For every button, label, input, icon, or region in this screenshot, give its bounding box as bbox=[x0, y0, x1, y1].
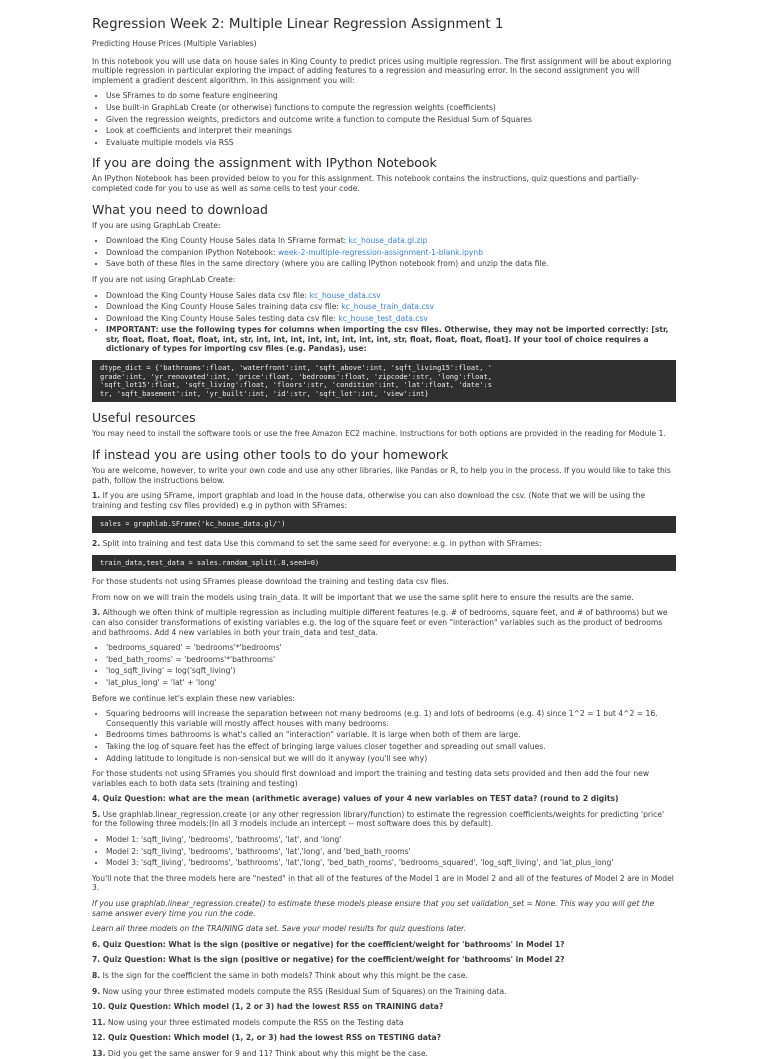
quiz-question-12: 12. Quiz Question: Which model (1, 2, or 3) had the lowest RSS on TESTING data? bbox=[92, 1033, 442, 1043]
download-link-train-data[interactable]: kc_house_train_data.csv bbox=[341, 302, 435, 312]
list-item: • Model 2: 'sqft_living', 'bedrooms', 'bathrooms', 'lat','long', and 'bed_bath_rooms' bbox=[106, 847, 676, 857]
nonsframe-paragraph: For those students not using SFrames please download the training and testing data csv files. bbox=[92, 577, 449, 587]
nongraphlab-intro: If you are not using GraphLab Create: bbox=[92, 274, 236, 284]
list-item: • Model 3: 'sqft_living', 'bedrooms', 'bathrooms', 'lat','long', 'bed_bath_rooms', 'bedrooms_squared', 'log_sqft_living', and 'lat_plus_long' bbox=[106, 858, 676, 868]
step-3 bbox=[92, 608, 676, 637]
step-1 bbox=[92, 491, 676, 510]
download-link-sframe[interactable]: kc_house_data.gl.zip bbox=[348, 236, 428, 246]
step-9 bbox=[92, 987, 676, 997]
list-item: • 'bed_bath_rooms' = 'bedrooms'*'bathrooms' bbox=[106, 655, 676, 665]
list-item-text: Download the companion IPython Notebook: bbox=[106, 247, 278, 257]
step-8 bbox=[92, 971, 676, 981]
othertools-heading: If instead you are using other tools to do your homework bbox=[92, 447, 449, 463]
list-item bbox=[106, 314, 676, 324]
list-item: • Look at coefficients and interpret their meanings bbox=[106, 126, 676, 136]
page-title: Regression Week 2: Multiple Linear Regression Assignment 1 bbox=[92, 16, 504, 32]
step-number: 11. bbox=[92, 1017, 106, 1027]
step-2 bbox=[92, 539, 676, 549]
list-item: • Adding latitude to longitude is non-sensical but we will do it anyway (you'll see why) bbox=[106, 754, 676, 764]
resources-heading: Useful resources bbox=[92, 410, 196, 426]
list-item: • 'log_sqft_living' = log('sqft_living') bbox=[106, 666, 676, 676]
graphlab-list bbox=[92, 236, 676, 269]
list-item bbox=[106, 236, 676, 246]
quiz-question-7: 7. Quiz Question: What is the sign (positive or negative) for the coefficient/weight for 'bathrooms' in Model 2? bbox=[92, 955, 565, 965]
list-item: • 'bedrooms_squared' = 'bedrooms'*'bedrooms' bbox=[106, 643, 676, 653]
load-code-block: sales = graphlab.SFrame('kc_house_data.gl/') bbox=[92, 516, 676, 533]
list-item: • Taking the log of square feet has the effect of bringing large values closer together and spreading out small values. bbox=[106, 742, 676, 752]
split-code-block: train_data,test_data = sales.random_split(.8,seed=0) bbox=[92, 555, 676, 572]
step-text: Split into training and test data Use this command to set the same seed for everyone: e.g. in python with SFrames: bbox=[100, 539, 542, 548]
download-heading: What you need to download bbox=[92, 201, 268, 217]
step-text: Is the sign for the coefficient the same in both models? Think about why this might be the case. bbox=[100, 971, 468, 980]
step-number: 1. bbox=[92, 491, 101, 501]
step-number: 9. bbox=[92, 986, 101, 996]
step-text: Use graphlab.linear_regression.create (or any other regression library/function) to estimate the regression coefficients/weights for predicting 'price' for the following three models:(In all 3 models include an intercept -- most software does this by default). bbox=[92, 809, 665, 829]
dtype-code-block: dtype_dict = {'bathrooms':float, 'waterfront':int, 'sqft_above':int, 'sqft_living15':float, ' grade':int, 'yr_renovated':int, 'price':float, 'bedrooms':float, 'zipcode':str, 'long':float, 'sqft_lot15':float, 'sqft_living':float, 'floors':str, 'condition':int, 'lat':float, 'date':s tr, 'sqft_basement':int, 'yr_built':int, 'id':str, 'sqft_lot':int, 'view':int} bbox=[92, 360, 676, 402]
ipython-heading: If you are doing the assignment with IPython Notebook bbox=[92, 155, 437, 171]
quiz-question-4: 4. Quiz Question: what are the mean (arithmetic average) values of your 4 new variables on TEST data? (round to 2 digits) bbox=[92, 794, 619, 804]
download-link-notebook[interactable]: week-2-multiple-regression-assignment-1-blank.ipynb bbox=[277, 247, 484, 257]
list-item bbox=[106, 302, 676, 312]
othertools-paragraph: You are welcome, however, to write your own code and use any other libraries, like Pandas or R, to help you in the process. If you would like to take this path, follow the instructions below. bbox=[92, 466, 671, 485]
list-item-text: Save both of these files in the same directory (where you are calling IPython notebook from) and unzip the data file. bbox=[106, 259, 549, 269]
step-number: 5. bbox=[92, 809, 101, 819]
list-item-text: Download the King County House Sales testing data csv file: bbox=[106, 313, 339, 323]
list-item bbox=[106, 248, 676, 258]
list-item: • Evaluate multiple models via RSS bbox=[106, 138, 676, 148]
resources-paragraph: You may need to install the software tools or use the free Amazon EC2 machine. Instructions for both options are provided in the reading for Module 1. bbox=[92, 429, 666, 439]
list-item: • Use built-in GraphLab Create (or otherwise) functions to compute the regression weights (coefficients) bbox=[106, 103, 676, 113]
ipython-paragraph: An IPython Notebook has been provided below to you for this assignment. This notebook contains the instructions, quiz questions and partially-completed code for you to use as well as some cells to test your code. bbox=[92, 174, 640, 193]
validation-note: If you use graphlab.linear_regression.create() to estimate these models please ensure that you set validation_set = None. This way you will get the same answer every time you run the code. bbox=[92, 899, 655, 918]
step-number: 13. bbox=[92, 1048, 106, 1058]
step-11 bbox=[92, 1018, 676, 1028]
list-item bbox=[106, 259, 676, 269]
goals-list bbox=[92, 91, 676, 147]
nonsframe-paragraph-2: For those students not using SFrames you should first download and import the training and testing data sets provided and then add the four new variables each to both data sets (training and testing) bbox=[92, 769, 650, 788]
new-variables-list bbox=[92, 643, 676, 687]
important-note: • IMPORTANT: use the following types for columns when importing the csv files. Otherwise, they may not be imported correctly: [str, str, float, float, float, float, int, str, int, int, int, int, int, int, int, int, str, float, float, float, float]. If your tool of choice requires a dictionary of types for importing csv files (e.g. Pandas), use: bbox=[106, 325, 676, 354]
step-text: Did you get the same answer for 9 and 11? Think about why this might be the case. bbox=[105, 1048, 428, 1058]
list-item: • Squaring bedrooms will increase the separation between not many bedrooms (e.g. 1) and lots of bedrooms (e.g. 4) since 1^2 = 1 but 4^2 = 16. Consequently this variable will mostly affect houses with many bedrooms. bbox=[106, 709, 676, 728]
explain-intro: Before we continue let's explain these new variables: bbox=[92, 693, 295, 703]
list-item: • Given the regression weights, predictors and outcome write a function to compute the Residual Sum of Squares bbox=[106, 115, 676, 125]
fromnow-paragraph: From now on we will train the models using train_data. It will be important that we use the same split here to ensure the results are the same. bbox=[92, 592, 634, 602]
step-text: Now using your three estimated models compute the RSS (Residual Sum of Squares) on the Training data. bbox=[100, 986, 507, 996]
models-list bbox=[92, 835, 676, 868]
list-item: • Model 1: 'sqft_living', 'bedrooms', 'bathrooms', 'lat', and 'long' bbox=[106, 835, 676, 845]
list-item-text: Download the King County House Sales data In SFrame format: bbox=[106, 236, 349, 246]
step-13 bbox=[92, 1049, 676, 1059]
list-item bbox=[106, 291, 676, 301]
list-item: • Use SFrames to do some feature engineering bbox=[106, 91, 676, 101]
step-5 bbox=[92, 810, 676, 829]
step-text: Although we often think of multiple regression as including multiple different features (e.g. # of bedrooms, square feet, and # of bathrooms) but we can also consider transformations of existing variables e.g. the log of the square feet or even "interaction" variables such as the product of bedrooms and bathrooms. Add 4 new variables in both your train_data and test_data. bbox=[92, 608, 668, 637]
graphlab-intro: If you are using GraphLab Create: bbox=[92, 220, 221, 230]
explain-list bbox=[92, 709, 676, 763]
download-link-house-data[interactable]: kc_house_data.csv bbox=[309, 290, 381, 300]
learn-note: Learn all three models on the TRAINING data set. Save your model results for quiz questions later. bbox=[92, 924, 466, 934]
list-item: • Bedrooms times bathrooms is what's called an "interaction" variable. It is large when both of them are large. bbox=[106, 730, 676, 740]
step-number: 3. bbox=[92, 608, 101, 618]
page-subtitle: Predicting House Prices (Multiple Variables) bbox=[92, 39, 257, 48]
step-text: If you are using SFrame, import graphlab and load in the house data, otherwise you can also download the csv. (Note that we will be using the training and testing csv files provided) e.g in python with SFrames: bbox=[92, 491, 646, 510]
nongraphlab-list bbox=[92, 291, 676, 355]
list-item-text: Download the King County House Sales training data csv file: bbox=[106, 302, 342, 312]
list-item-text: Download the King County House Sales data csv file: bbox=[106, 290, 310, 300]
step-number: 8. bbox=[92, 971, 101, 980]
quiz-question-10: 10. Quiz Question: Which model (1, 2 or 3) had the lowest RSS on TRAINING data? bbox=[92, 1002, 444, 1012]
download-link-test-data[interactable]: kc_house_test_data.csv bbox=[338, 313, 428, 323]
step-number: 2. bbox=[92, 539, 101, 548]
intro-paragraph: In this notebook you will use data on house sales in King County to predict prices using multiple regression. The first assignment will be about exploring multiple regression in particular exploring the impact of adding features to a regression and measuring error. In the second assignment you will implement a gradient descent algorithm. In this assignment you will: bbox=[92, 56, 672, 85]
quiz-question-6: 6. Quiz Question: What is the sign (positive or negative) for the coefficient/weight for 'bathrooms' in Model 1? bbox=[92, 939, 565, 949]
step-text: Now using your three estimated models compute the RSS on the Testing data bbox=[105, 1017, 404, 1027]
list-item: • 'lat_plus_long' = 'lat' + 'long' bbox=[106, 678, 676, 688]
nested-paragraph: You'll note that the three models here are "nested" in that all of the features of the Model 1 are in Model 2 and all of the features of Model 2 are in Model 3. bbox=[92, 873, 674, 893]
